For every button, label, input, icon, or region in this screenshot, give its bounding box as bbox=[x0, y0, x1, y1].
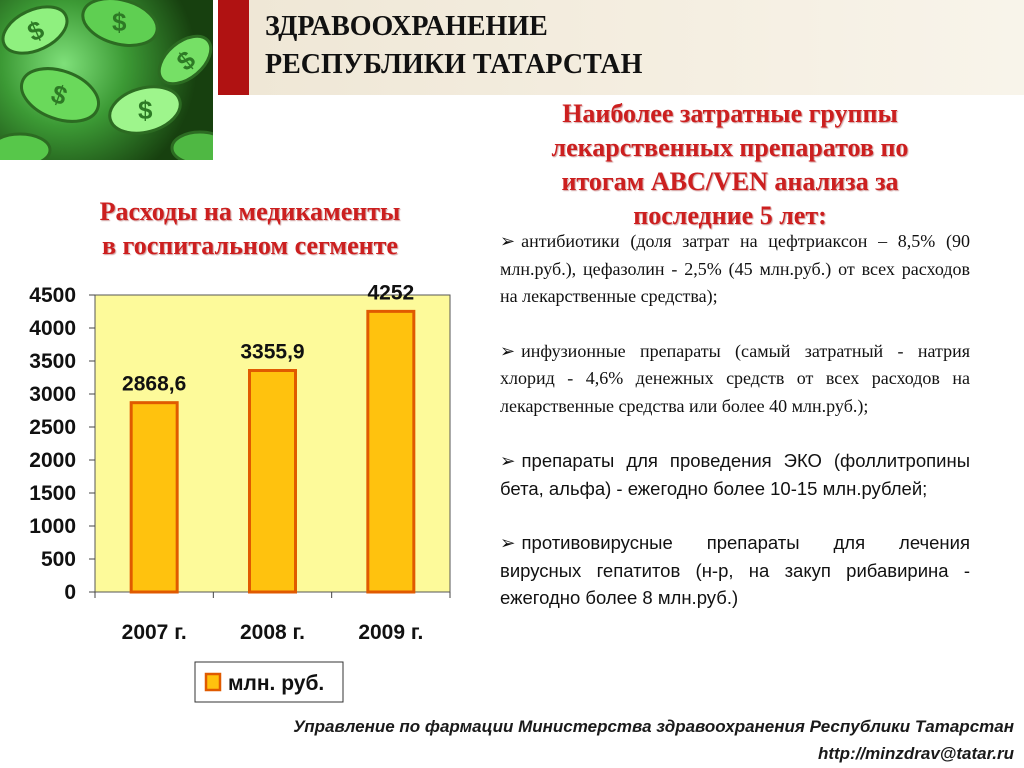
list-item bbox=[500, 338, 970, 421]
svg-text:$: $ bbox=[22, 14, 49, 48]
y-tick-label: 0 bbox=[64, 581, 76, 604]
arrow-bullet-icon: ➢ bbox=[500, 340, 516, 361]
legend-swatch bbox=[206, 674, 220, 690]
list-item-text: антибиотики (доля затрат на цефтриаксон – 8,5% (90 млн.руб.), цефазолин - 2,5% (45 млн.руб.) от всех расходов на лекарственные средства); bbox=[500, 231, 970, 306]
y-tick-label: 500 bbox=[40, 548, 76, 571]
list-item-text: инфузионные препараты (самый затратный - натрия хлорид - 4,6% денежных средств от всех расходов на лекарственные средства или более 40 млн.руб.); bbox=[500, 340, 970, 416]
arrow-bullet-icon: ➢ bbox=[500, 532, 516, 553]
list-item bbox=[500, 447, 970, 502]
svg-text:$: $ bbox=[112, 7, 127, 37]
y-tick-label: 4500 bbox=[29, 284, 76, 307]
y-tick-label: 1500 bbox=[29, 482, 76, 505]
x-tick-label: 2007 г. bbox=[121, 621, 187, 644]
list-item bbox=[500, 228, 970, 311]
bar-2 bbox=[250, 371, 296, 592]
y-tick-label: 2500 bbox=[29, 416, 76, 439]
bar-1 bbox=[131, 403, 177, 592]
data-label: 3355,9 bbox=[240, 340, 305, 364]
y-tick-label: 2000 bbox=[29, 449, 76, 472]
y-tick-label: 3500 bbox=[29, 350, 76, 373]
list-item-text: препараты для проведения ЭКО (фоллитропины бета, альфа) - ежегодно более 10-15 млн.рублей; bbox=[500, 450, 970, 499]
list-item bbox=[500, 529, 970, 612]
footer-url: http://minzdrav@tatar.ru bbox=[817, 744, 1014, 763]
footer bbox=[0, 713, 1014, 767]
list-item-text: противовирусные препараты для лечения вирусных гепатитов (н-р, на закуп рибавирина - ежегодно более 8 млн.руб.) bbox=[500, 532, 970, 608]
y-tick-label: 1000 bbox=[29, 515, 76, 538]
arrow-bullet-icon: ➢ bbox=[500, 450, 516, 471]
data-label: 2868,6 bbox=[122, 372, 187, 396]
drug-groups-list bbox=[500, 228, 970, 639]
header-accent-bar bbox=[218, 0, 249, 95]
svg-text:$: $ bbox=[138, 95, 153, 125]
expenses-bar-chart bbox=[0, 268, 480, 713]
svg-text:$: $ bbox=[170, 44, 202, 77]
header-photo bbox=[0, 0, 213, 160]
footer-organization: Управление по фармации Министерства здравоохранения Республики Татарстан bbox=[293, 717, 1014, 736]
chart-heading: Расходы на медикаменты в госпитальном сегменте bbox=[99, 197, 401, 260]
bar-3 bbox=[368, 311, 414, 592]
svg-text:$: $ bbox=[47, 78, 72, 112]
y-tick-label: 3000 bbox=[29, 383, 76, 406]
arrow-bullet-icon: ➢ bbox=[500, 231, 516, 251]
green-coins-pills-photo bbox=[0, 0, 213, 160]
data-label: 4252 bbox=[367, 281, 415, 305]
section-heading-drug-groups: Наиболее затратные группы лекарственных препаратов по итогам ABC/VEN анализа за последние 5 лет: bbox=[551, 99, 909, 230]
x-tick-label: 2008 г. bbox=[239, 621, 306, 644]
y-tick-label: 4000 bbox=[29, 317, 76, 340]
legend-label: млн. руб. bbox=[228, 672, 325, 695]
x-tick-label: 2009 г. bbox=[358, 621, 424, 644]
page-title: ЗДРАВООХРАНЕНИЕ РЕСПУБЛИКИ ТАТАРСТАН bbox=[265, 11, 643, 80]
